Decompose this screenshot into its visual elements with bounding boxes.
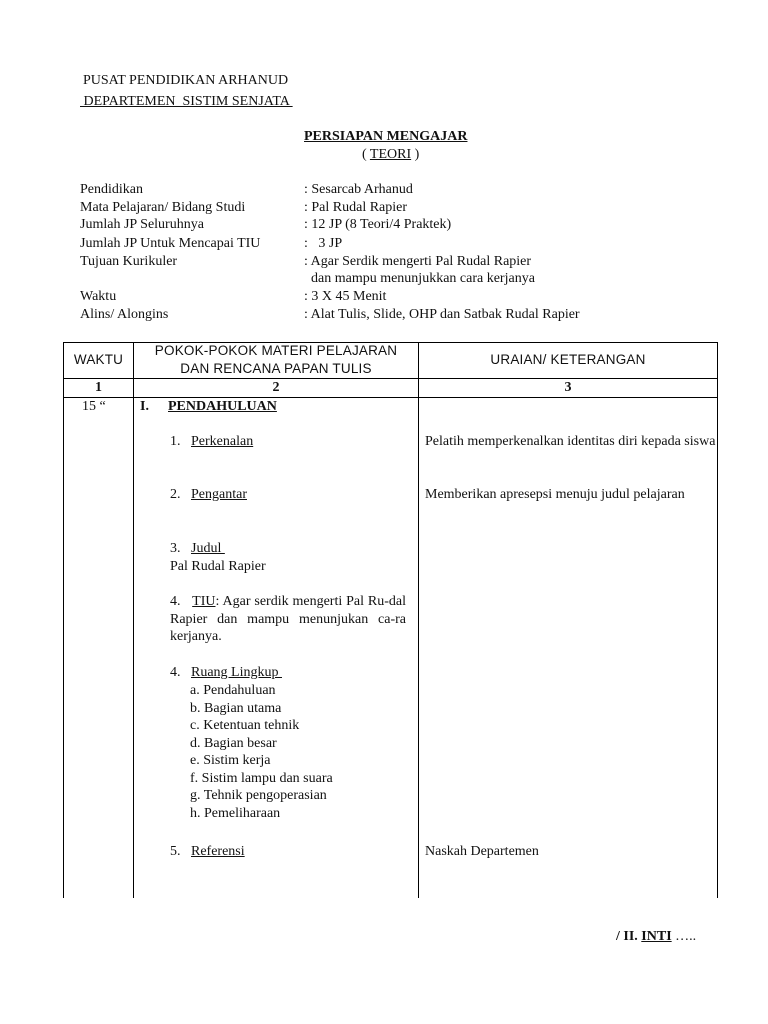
continuation-note: / II. INTI …..: [616, 929, 697, 944]
item-description: Memberikan apresepsi menuju judul pelajaran: [425, 487, 685, 502]
column-header-uraian: URAIAN/ KETERANGAN: [490, 352, 646, 367]
institution-name: PUSAT PENDIDIKAN ARHANUD: [83, 73, 289, 88]
item-text: Pal Rudal Rapier: [170, 559, 266, 574]
column-header-waktu: WAKTU: [73, 352, 124, 367]
sub-list-item: c. Ketentuan tehnik: [190, 718, 300, 733]
table-border: [63, 342, 64, 898]
list-item: 5. Referensi: [170, 844, 245, 859]
sub-list-item: b. Bagian utama: [190, 700, 282, 716]
column-number: 3: [564, 380, 572, 395]
document-title: PERSIAPAN MENGAJAR: [304, 129, 468, 144]
sub-list: [190, 682, 333, 822]
sub-list-item: g. Tehnik pengoperasian: [190, 788, 327, 803]
list-item: 4. Ruang Lingkup: [170, 665, 282, 680]
sub-list-item: h. Pemeliharaan: [190, 805, 281, 821]
list-item: 3. Judul: [170, 541, 225, 556]
item-description: Pelatih memperkenalkan identitas diri kepada siswa: [425, 434, 716, 449]
document-subtitle: ( TEORI ): [362, 147, 420, 162]
sub-list-item: f. Sistim lampu dan suara: [190, 770, 333, 786]
list-item: 4. TIU: Agar serdik mengerti Pal Ru-dal Rapier dan mampu menunjukan ca-ra kerjanya.: [170, 594, 407, 644]
column-header-materi: POKOK-POKOK MATERI PELAJARAN DAN RENCANA PAPAN TULIS: [154, 343, 398, 376]
column-number: 2: [272, 380, 280, 395]
sub-list-item: e. Sistim kerja: [190, 753, 271, 768]
sub-list-item: a. Pendahuluan: [190, 683, 276, 698]
time-value: 15 “: [82, 399, 106, 414]
list-item: 2. Pengantar: [170, 487, 247, 502]
sub-list-item: d. Bagian besar: [190, 735, 277, 751]
table-border: [133, 342, 134, 898]
section-title: PENDAHULUAN: [168, 399, 277, 414]
section-number: I.: [140, 399, 149, 414]
department-name: DEPARTEMEN SISTIM SENJATA: [80, 94, 293, 109]
item-description: Naskah Departemen: [425, 844, 539, 859]
lesson-plan-table: [63, 342, 718, 898]
column-number: 1: [95, 380, 102, 395]
table-border: [717, 342, 718, 898]
table-border: [418, 342, 419, 898]
table-border: [63, 397, 718, 398]
list-item: 1. Perkenalan: [170, 434, 254, 449]
